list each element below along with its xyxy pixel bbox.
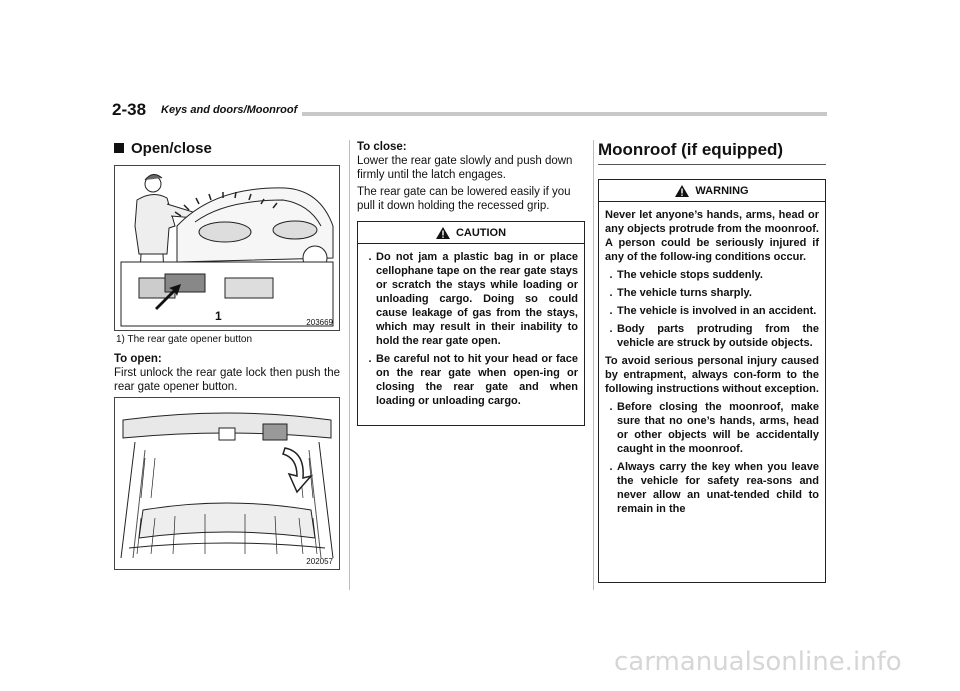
figure-code: 202057: [306, 557, 333, 566]
section-title: Keys and doors/Moonroof: [161, 104, 298, 116]
caution-title-text: CAUTION: [455, 226, 507, 239]
bullet-dot: .: [368, 353, 372, 365]
figure-caption: 1) The rear gate opener button: [116, 334, 253, 345]
bullet-dot: .: [609, 323, 613, 335]
list-item-text: Be careful not to hit your head or face on the rear gate when open-ing or closing the rear gate and when loading or unloading cargo.: [376, 353, 578, 407]
heading-moonroof: Moonroof (if equipped): [598, 140, 784, 159]
square-bullet-icon: [114, 143, 124, 153]
warning-triangle-icon: [675, 185, 689, 197]
rear-gate-opener-illustration: [115, 166, 339, 330]
heading-text: Open/close: [131, 140, 212, 157]
to-close-text-2: The rear gate can be lowered easily if you pull it down holding the recessed grip.: [357, 186, 571, 212]
bullet-dot: .: [609, 401, 613, 413]
warning-body: [599, 202, 825, 524]
warning-box: [598, 179, 826, 583]
to-open-label: To open:: [114, 353, 162, 365]
bullet-dot: .: [609, 461, 613, 473]
list-item: [605, 460, 819, 516]
to-open-paragraph: [114, 352, 340, 394]
list-item-text: Body parts protruding from the vehicle are struck by outside objects.: [617, 323, 819, 349]
list-item: [605, 286, 819, 300]
caution-title: [358, 222, 584, 244]
list-item: [364, 250, 578, 348]
list-item-text: The vehicle stops suddenly.: [617, 269, 763, 281]
header-rule: [302, 112, 827, 116]
bullet-dot: .: [609, 305, 613, 317]
list-item: [364, 352, 578, 408]
list-item-text: The vehicle turns sharply.: [617, 287, 752, 299]
warning-title-text: WARNING: [695, 184, 749, 197]
caution-box: [357, 221, 585, 426]
list-item-text: The vehicle is involved in an accident.: [617, 305, 817, 317]
warning-paragraph: To avoid serious personal injury caused by entrapment, always con-form to the following instructions without exception.: [605, 355, 819, 395]
page-number: 2-38: [112, 100, 147, 119]
column-middle: [357, 140, 585, 426]
bullet-dot: .: [368, 251, 372, 263]
list-item: [605, 400, 819, 456]
heading-rule: [598, 164, 826, 165]
list-item-text: Do not jam a plastic bag in or place cellophane tape on the rear gate stays or scratch the stays while loading or unloading cargo. Doing so could cause leakage of gas from the stays, which may result in their inability to hold the rear gate open.: [376, 251, 578, 347]
figure-rear-gate-open: [114, 397, 340, 570]
list-item: [605, 304, 819, 318]
bullet-dot: .: [609, 269, 613, 281]
to-close-text: Lower the rear gate slowly and push down firmly until the latch engages.: [357, 155, 573, 181]
column-left: [114, 140, 340, 570]
watermark: carmanualsonline.info: [614, 647, 902, 677]
figure-callout-1: 1: [215, 309, 222, 323]
warning-title: [599, 180, 825, 202]
column-right: [598, 140, 826, 583]
to-close-paragraph: [357, 140, 585, 213]
to-open-text: First unlock the rear gate lock then push the rear gate opener button.: [114, 367, 340, 393]
bullet-dot: .: [609, 287, 613, 299]
warning-triangle-icon: [436, 227, 450, 239]
rear-gate-open-illustration: [115, 398, 339, 569]
caution-body: [358, 244, 584, 416]
list-item: [605, 268, 819, 282]
figure-code: 203669: [306, 318, 333, 327]
heading-open-close: [114, 140, 340, 158]
list-item-text: Always carry the key when you leave the vehicle for safety rea-sons and never allow an unat-tended child to remain in the: [617, 461, 819, 515]
list-item: [605, 322, 819, 350]
page-header: [112, 100, 827, 122]
list-item-text: Before closing the moonroof, make sure that no one’s hands, arms, head or other objects will be accidentally caught in the moonroof.: [617, 401, 819, 455]
to-close-label: To close:: [357, 141, 407, 153]
warning-intro: Never let anyone’s hands, arms, head or any objects protrude from the moonroof. A person could be seriously injured if any of the follow-ing conditions occur.: [605, 209, 819, 263]
figure-rear-gate-button: [114, 165, 340, 331]
column-divider: [593, 140, 594, 590]
column-divider: [349, 140, 350, 590]
